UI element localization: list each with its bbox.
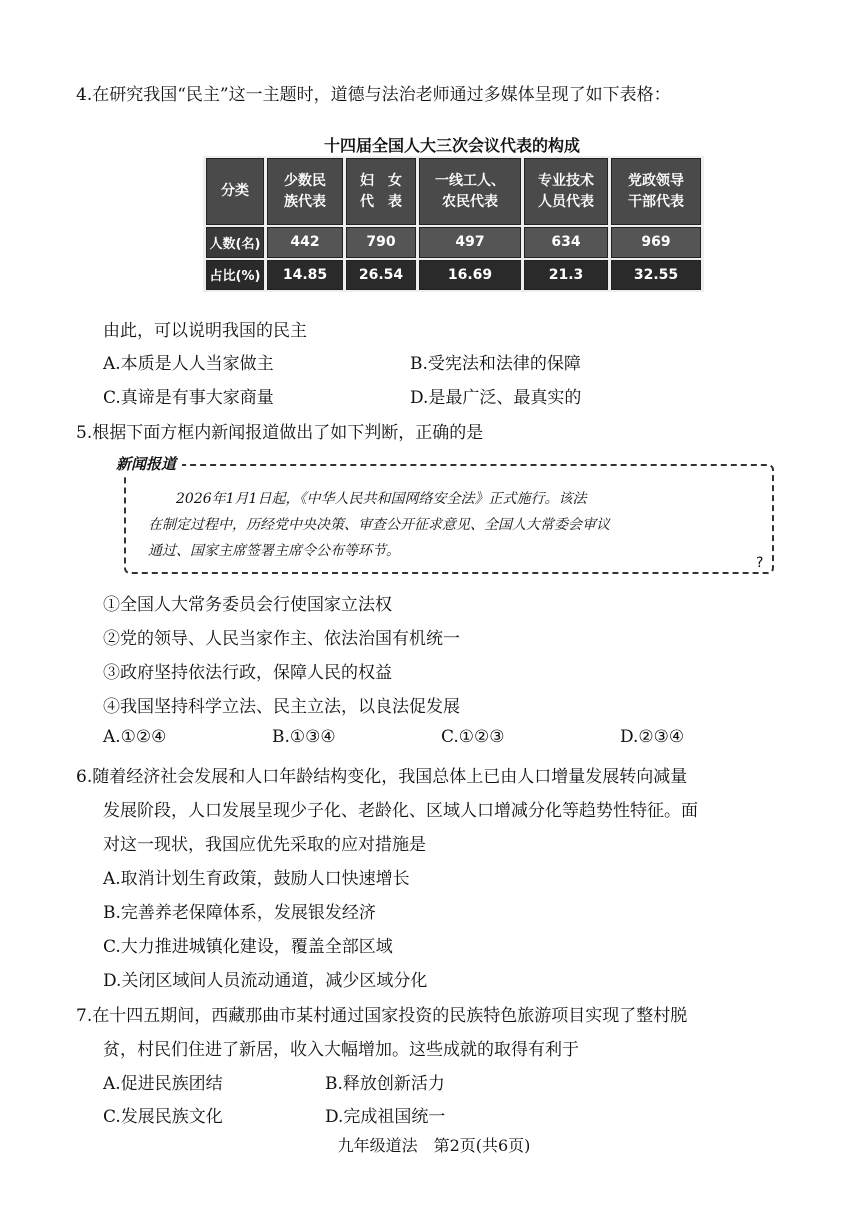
q4-option-b: B.受宪法和法律的保障 [410, 354, 581, 374]
q7-option-b: B.释放创新活力 [325, 1074, 445, 1094]
q5-option-a: A.①②④ [103, 727, 167, 747]
table-cell: 32.55 [611, 260, 701, 290]
q7-option-d: D.完成祖国统一 [325, 1107, 446, 1127]
table-cell: 442 [267, 227, 343, 257]
table-cell: 14.85 [267, 260, 343, 290]
q4-lead: 由此，可以说明我国的民主 [103, 321, 307, 341]
news-label: 新闻报道 [110, 453, 182, 474]
q5-statement-1: ①全国人大常务委员会行使国家立法权 [103, 595, 392, 615]
table-row-percent [206, 260, 701, 290]
q5-statement-2: ②党的领导、人民当家作主、依法治国有机统一 [103, 629, 460, 649]
news-line: 通过、国家主席签署主席令公布等环节。 [148, 543, 400, 559]
representatives-table [203, 156, 704, 292]
header-ethnic-minority: 少数民 族代表 [267, 158, 343, 225]
q6-option-c: C.大力推进城镇化建设，覆盖全部区域 [103, 937, 393, 957]
row-label-count: 人数(名) [206, 227, 264, 257]
q5-statement-3: ③政府坚持依法行政，保障人民的权益 [103, 663, 392, 683]
table-cell: 21.3 [524, 260, 608, 290]
q6-option-b: B.完善养老保障体系，发展银发经济 [103, 903, 376, 923]
table-cell: 634 [524, 227, 608, 257]
page-footer: 九年级道法 第2页(共6页) [337, 1136, 531, 1155]
row-label-percent: 占比(%) [206, 260, 264, 290]
q7-option-c: C.发展民族文化 [103, 1107, 223, 1127]
header-professionals: 专业技术 人员代表 [524, 158, 608, 225]
q5-option-b: B.①③④ [272, 727, 336, 747]
q6-option-d: D.关闭区域间人员流动通道，减少区域分化 [103, 971, 428, 991]
q5-statement-4: ④我国坚持科学立法、民主立法，以良法促发展 [103, 697, 460, 717]
q5-option-d: D.②③④ [620, 727, 685, 747]
q7-stem-line-2: 贫，村民们住进了新居，收入大幅增加。这些成就的取得有利于 [103, 1040, 579, 1060]
header-officials: 党政领导 干部代表 [611, 158, 701, 225]
q5-stem: 5.根据下面方框内新闻报道做出了如下判断，正确的是 [76, 423, 484, 443]
table-header-row [206, 158, 701, 225]
table-cell: 790 [346, 227, 416, 257]
q7-stem-line-1: 7.在十四五期间，西藏那曲市某村通过国家投资的民族特色旅游项目实现了整村脱 [76, 1006, 688, 1026]
header-category: 分类 [206, 158, 264, 225]
q7-option-a: A.促进民族团结 [103, 1074, 223, 1094]
news-line: 2026年1月1日起，《中华人民共和国网络安全法》正式施行。该法 [148, 491, 587, 507]
header-workers-farmers: 一线工人、 农民代表 [419, 158, 521, 225]
table-title: 十四届全国人大三次会议代表的构成 [323, 136, 580, 155]
news-text [148, 486, 748, 564]
q6-stem-line-2: 发展阶段，人口发展呈现少子化、老龄化、区域人口增减分化等趋势性特征。面 [103, 801, 698, 821]
q4-option-c: C.真谛是有事大家商量 [103, 388, 274, 408]
q4-stem: 4.在研究我国“民主”这一主题时，道德与法治老师通过多媒体呈现了如下表格： [76, 85, 671, 105]
q5-option-c: C.①②③ [441, 727, 505, 747]
table-row-count [206, 227, 701, 257]
q6-stem-line-3: 对这一现状，我国应优先采取的应对措施是 [103, 835, 426, 855]
table-cell: 26.54 [346, 260, 416, 290]
q4-option-d: D.是最广泛、最真实的 [410, 388, 582, 408]
q6-stem-line-1: 6.随着经济社会发展和人口年龄结构变化，我国总体上已由人口增量发展转向减量 [76, 767, 688, 787]
q4-option-a: A.本质是人人当家做主 [103, 354, 274, 374]
page-curl-mark: ? [756, 555, 764, 571]
table-cell: 16.69 [419, 260, 521, 290]
q6-option-a: A.取消计划生育政策，鼓励人口快速增长 [103, 869, 410, 889]
news-line: 在制定过程中，历经党中央决策、审查公开征求意见、全国人大常委会审议 [148, 517, 610, 533]
header-women: 妇 女 代 表 [346, 158, 416, 225]
table-cell: 497 [419, 227, 521, 257]
table-cell: 969 [611, 227, 701, 257]
